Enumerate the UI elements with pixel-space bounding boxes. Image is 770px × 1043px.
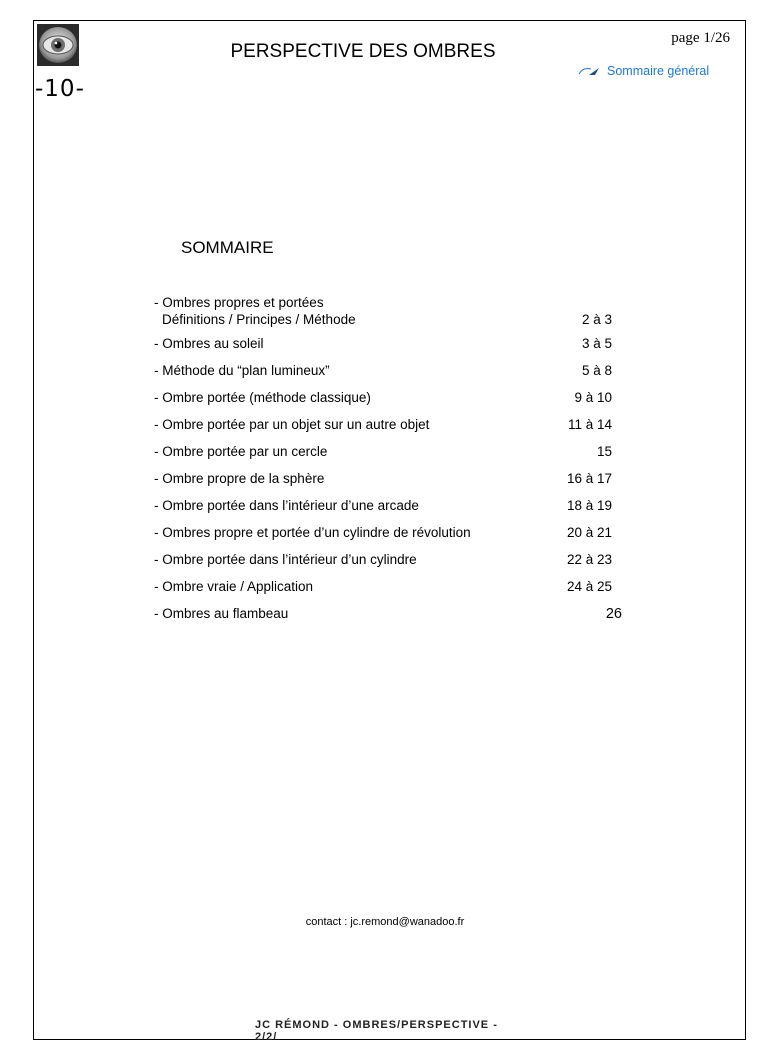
toc-entry-pages: 18 à 19 [566, 498, 612, 513]
toc-entry-pages: 5 à 8 [581, 363, 612, 378]
toc-entry[interactable] [154, 525, 624, 552]
table-of-contents [154, 295, 624, 633]
toc-entry-label: - Ombres propre et portée d’un cylindre de révolution [154, 525, 471, 540]
toc-entry[interactable] [154, 471, 624, 498]
toc-entry-pages: 3 à 5 [581, 336, 612, 351]
toc-entry[interactable] [154, 336, 624, 363]
general-summary-label: Sommaire général [607, 64, 710, 78]
toc-entry-label: - Ombre portée dans l’intérieur d’une arcade [154, 498, 419, 513]
toc-entry-pages: 26 [605, 606, 622, 622]
toc-entry-label: - Méthode du “plan lumineux” [154, 363, 330, 378]
document-title: PERSPECTIVE DES OMBRES [230, 41, 496, 62]
toc-entry-pages: 9 à 10 [574, 390, 612, 405]
toc-entry-label: - Ombres au flambeau [154, 606, 289, 621]
toc-entry[interactable] [154, 606, 624, 633]
toc-entry-label: - Ombre portée (méthode classique) [154, 390, 371, 405]
page-indicator: page 1/26 [671, 30, 730, 46]
toc-entry[interactable] [154, 363, 624, 390]
toc-entry-pages: 16 à 17 [566, 471, 612, 486]
toc-entry-label: - Ombre portée par un objet sur un autre objet [154, 417, 430, 432]
toc-entry[interactable] [154, 498, 624, 525]
chapter-number: -10- [35, 76, 85, 102]
contact-email[interactable]: contact : jc.remond@wanadoo.fr [305, 916, 465, 928]
toc-entry-pages: 11 à 14 [567, 417, 612, 432]
toc-entry-label: - Ombres propres et portées [154, 295, 324, 310]
toc-entry[interactable] [154, 552, 624, 579]
toc-entry[interactable] [154, 295, 624, 336]
toc-heading: SOMMAIRE [181, 238, 274, 257]
toc-entry-label: - Ombre portée par un cercle [154, 444, 328, 459]
toc-entry-pages: 24 à 25 [566, 579, 612, 594]
footer-text-clipped [255, 1017, 515, 1043]
toc-entry[interactable] [154, 444, 624, 471]
footer-text: JC RÉMOND - OMBRES/PERSPECTIVE - 2/2/ [255, 1019, 498, 1043]
toc-entry-pages: 22 à 23 [566, 552, 612, 567]
toc-entry-label: - Ombre portée dans l’intérieur d’un cylindre [154, 552, 417, 567]
toc-entry[interactable] [154, 417, 624, 444]
toc-entry-pages: 2 à 3 [581, 312, 612, 327]
toc-entry-label: - Ombres au soleil [154, 336, 264, 351]
toc-entry[interactable] [154, 390, 624, 417]
toc-entry-sublabel: Définitions / Principes / Méthode [162, 312, 356, 327]
general-summary-link[interactable] [577, 64, 709, 78]
toc-entry-pages: 15 [596, 444, 612, 459]
toc-entry-label: - Ombre propre de la sphère [154, 471, 325, 486]
toc-entry[interactable] [154, 579, 624, 606]
toc-entry-pages: 20 à 21 [566, 525, 612, 540]
toc-entry-label: - Ombre vraie / Application [154, 579, 314, 594]
arrow-return-icon [577, 66, 601, 76]
